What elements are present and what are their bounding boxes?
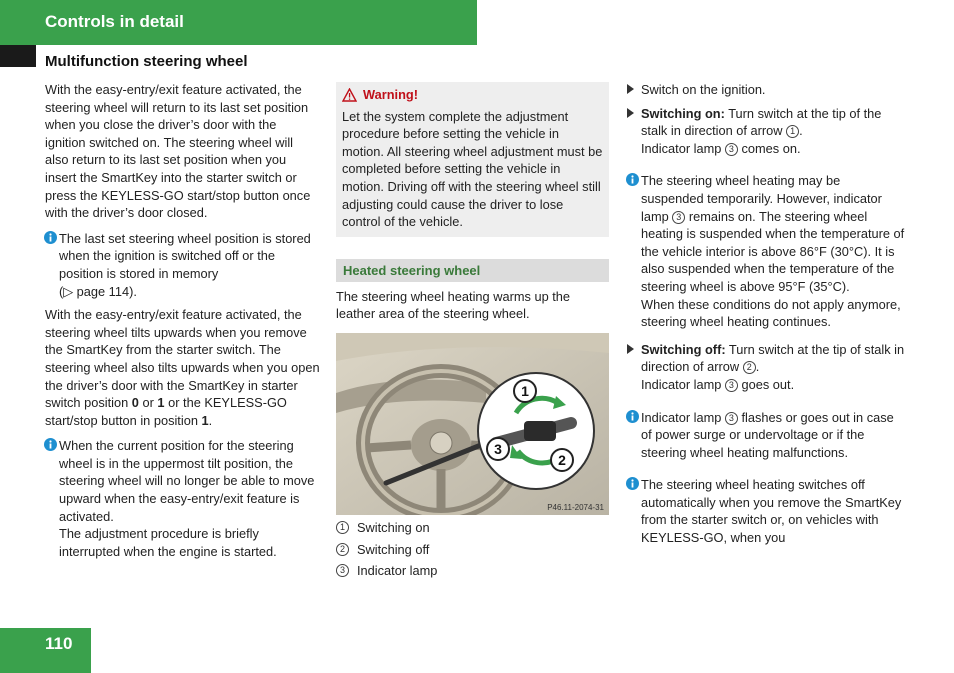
warning-box: [336, 82, 609, 237]
svg-text:2: 2: [558, 451, 566, 468]
paragraph-tilt-up: With the easy-entry/exit feature activated, the steering wheel tilts upwards when you remove the SmartKey from the starter switch. The steering wheel also tilts upwards when you open the driver’s door with the SmartKey in starter switch position 0 or 1 or the KEYLESS-GO start/stop button in position 1.: [45, 307, 320, 428]
info-subtext: When these conditions do not apply anymore, steering wheel heating continues.: [641, 296, 901, 330]
section-heading: Multifunction steering wheel: [45, 53, 248, 70]
warning-text: Let the system complete the adjustment procedure before setting the vehicle in motion. All steering wheel adjustment must be completed before setting the vehicle in motion. Driving off with the steering wheel still adjusting could cause the driver to lose control of the vehicle.: [342, 108, 603, 230]
page-reference-link[interactable]: (▷ page 114).: [59, 283, 137, 299]
step-arrow-icon: [627, 108, 634, 118]
step-result: Indicator lamp 3 goes out.: [641, 376, 795, 392]
page-number: 110: [45, 634, 73, 653]
figure-legend: [336, 519, 609, 580]
info-note-suspended: The steering wheel heating may be suspended temporarily. However, indicator lamp 3 remains on. The steering wheel heating is suspended when the temperature of the vehicle interior is above 86°F (30°C). It is also suspended when the temperature of the steering wheel is above 95°F (35°C).: [627, 172, 905, 295]
info-icon: [626, 173, 639, 186]
info-note-auto-off: The steering wheel heating switches off automatically when you remove the SmartKey from the starter switch or, on vehicles with KEYLESS-GO, when you: [627, 476, 905, 546]
steering-wheel-figure: [336, 333, 609, 515]
info-note-uppermost: [45, 437, 320, 525]
info-note-malfunction: Indicator lamp 3 flashes or goes out in case of power surge or undervoltage or if the steering wheel heating malfunctions.: [627, 409, 905, 462]
steering-wheel-illustration: [336, 333, 609, 515]
column-3: [627, 81, 905, 547]
info-subtext: The adjustment procedure is briefly interrupted when the engine is started.: [59, 526, 277, 559]
step-result: Indicator lamp 3 comes on.: [641, 140, 801, 156]
warning-header: [342, 86, 603, 104]
svg-text:1: 1: [521, 382, 529, 399]
figure-code: P46.11-2074-31: [547, 502, 604, 512]
step-arrow-icon: [627, 84, 634, 94]
warning-title: Warning!: [363, 87, 418, 102]
heated-description: The steering wheel heating warms up the leather area of the steering wheel.: [336, 288, 571, 322]
chapter-title: Controls in detail: [45, 12, 184, 31]
svg-text:3: 3: [494, 440, 502, 457]
subsection-heading: Heated steering wheel: [336, 259, 609, 282]
step-switching-on: Switching on: Turn switch at the tip of the stalk in direction of arrow 1 .: [627, 105, 905, 140]
info-icon: [44, 231, 57, 244]
paragraph-easy-entry: With the easy-entry/exit feature activated, the steering wheel will return to its last set position when you close the driver’s door with the ignition switched on. The steering wheel will also return to its last set position when you insert the SmartKey into the starter switch or press the KEYLESS-GO start/stop button once with the driver’s door closed.: [45, 82, 311, 221]
column-2: [336, 82, 609, 580]
info-icon: [44, 438, 57, 451]
info-icon: [626, 477, 639, 490]
warning-triangle-icon: [342, 88, 357, 102]
info-icon: [626, 410, 639, 423]
legend-item: 2 Switching off: [336, 541, 609, 559]
step-arrow-icon: [627, 344, 634, 354]
column-1: [45, 81, 320, 560]
legend-item: 1 Switching on: [336, 519, 609, 537]
section-marker: [0, 45, 36, 67]
info-text: The last set steering wheel position is stored when the ignition is switched off or the position is stored in memory: [59, 230, 311, 281]
step-switching-off: Switching off: Turn switch at the tip of stalk in direction of arrow 2 .: [627, 341, 905, 376]
info-text: When the current position for the steering wheel is in the uppermost tilt position, the steering wheel will no longer be able to move upward when the easy-entry/exit feature is activated.: [59, 438, 315, 524]
info-note-stored-position: [45, 230, 320, 300]
legend-item: 3 Indicator lamp: [336, 562, 609, 580]
step-ignition: Switch on the ignition.: [627, 81, 905, 99]
